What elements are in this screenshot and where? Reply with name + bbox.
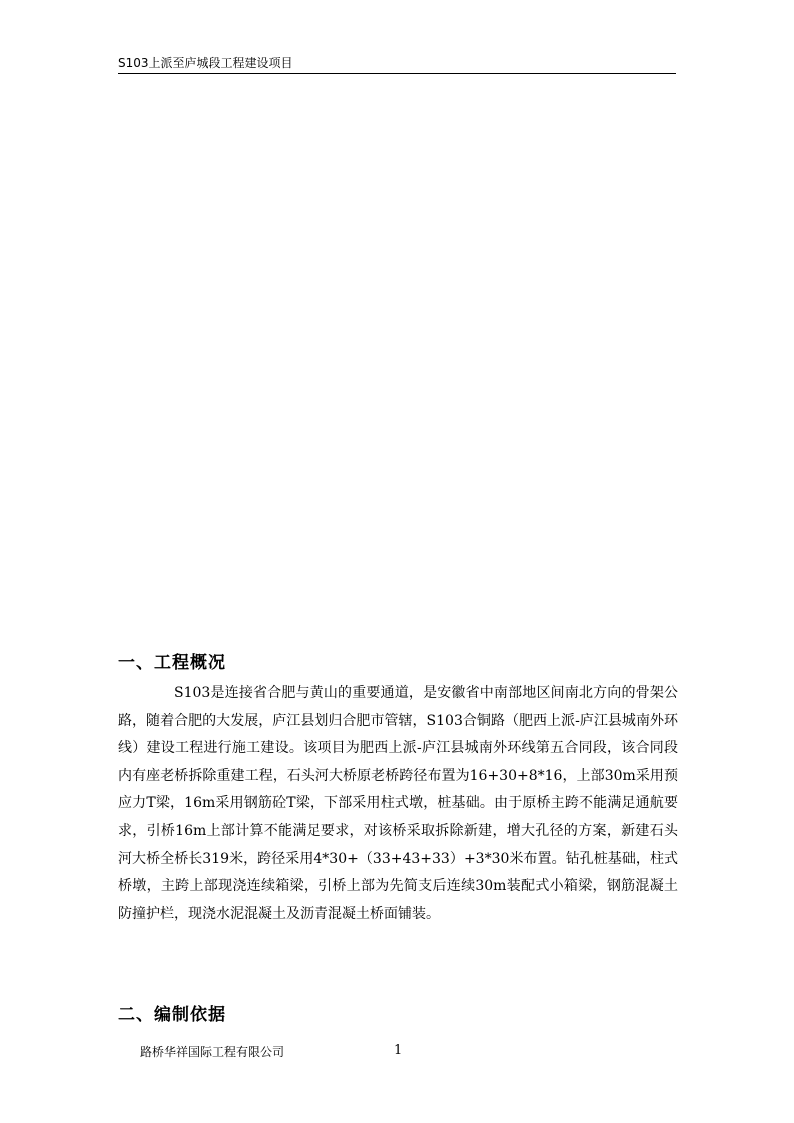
page-number: 1 <box>394 1043 403 1058</box>
page-header <box>118 55 676 74</box>
footer-company: 路桥华祥国际工程有限公司 <box>140 1045 285 1059</box>
section-heading-overview: 一、工程概况 <box>118 653 226 673</box>
overview-paragraph: S103是连接省合肥与黄山的重要通道，是安徽省中南部地区间南北方向的骨架公路，随着合肥的大发展，庐江县划归合肥市管辖，S103合铜路（肥西上派-庐江县城南外环线）建设工程进行施工建设。该项目为肥西上派-庐江县城南外环线第五合同段，该合同段内有座老桥拆除重建工程，石头河大桥原老桥跨径布置为16+30+8*16，上部30m采用预应力T梁，16m采用钢筋砼T梁，下部采用柱式墩，桩基础。由于原桥主跨不能满足通航要求，引桥16m上部计算不能满足要求，对该桥采取拆除新建，增大孔径的方案，新建石头河大桥全桥长319米，跨径采用4*30+（33+43+33）+3*30米布置。钻孔桩基础，柱式桥墩，主跨上部现浇连续箱梁，引桥上部为先简支后连续30m装配式小箱梁，钢筋混凝土防撞护栏，现浇水泥混凝土及沥青混凝土桥面铺装。 <box>118 685 678 922</box>
header-title: S103上派至庐城段工程建设项目 <box>118 56 293 70</box>
section-heading-basis: 二、编制依据 <box>118 1005 226 1025</box>
